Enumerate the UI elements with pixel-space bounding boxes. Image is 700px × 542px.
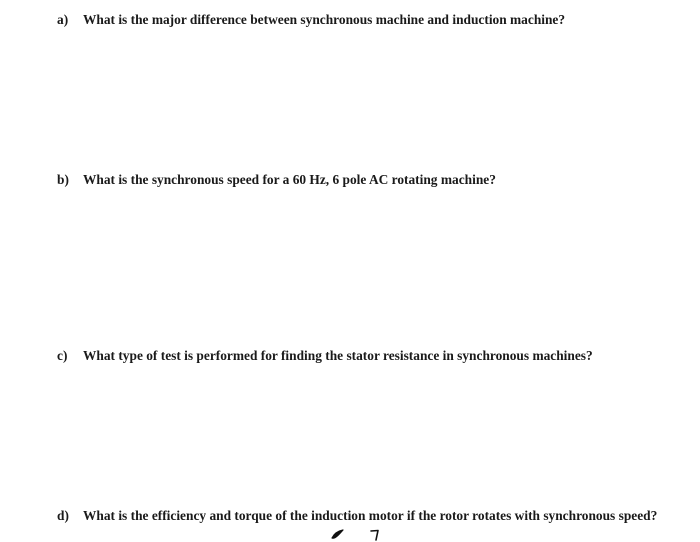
question-text: What is the major difference between synchronous machine and induction machine? [83,12,566,27]
pen-mark-icon [330,528,346,540]
question-letter: d) [57,508,69,523]
question-b [57,171,667,188]
question-letter: c) [57,348,68,363]
question-text: What type of test is performed for finding the stator resistance in synchronous machines? [83,348,593,363]
question-letter: b) [57,172,69,187]
question-c [57,347,667,364]
question-text: What is the efficiency and torque of the induction motor if the rotor rotates with synchronous speed? [83,508,658,523]
question-letter: a) [57,12,69,27]
question-a [57,11,667,28]
question-d [57,507,667,524]
pen-mark-icon [369,528,381,542]
question-text: What is the synchronous speed for a 60 Hz, 6 pole AC rotating machine? [83,172,496,187]
